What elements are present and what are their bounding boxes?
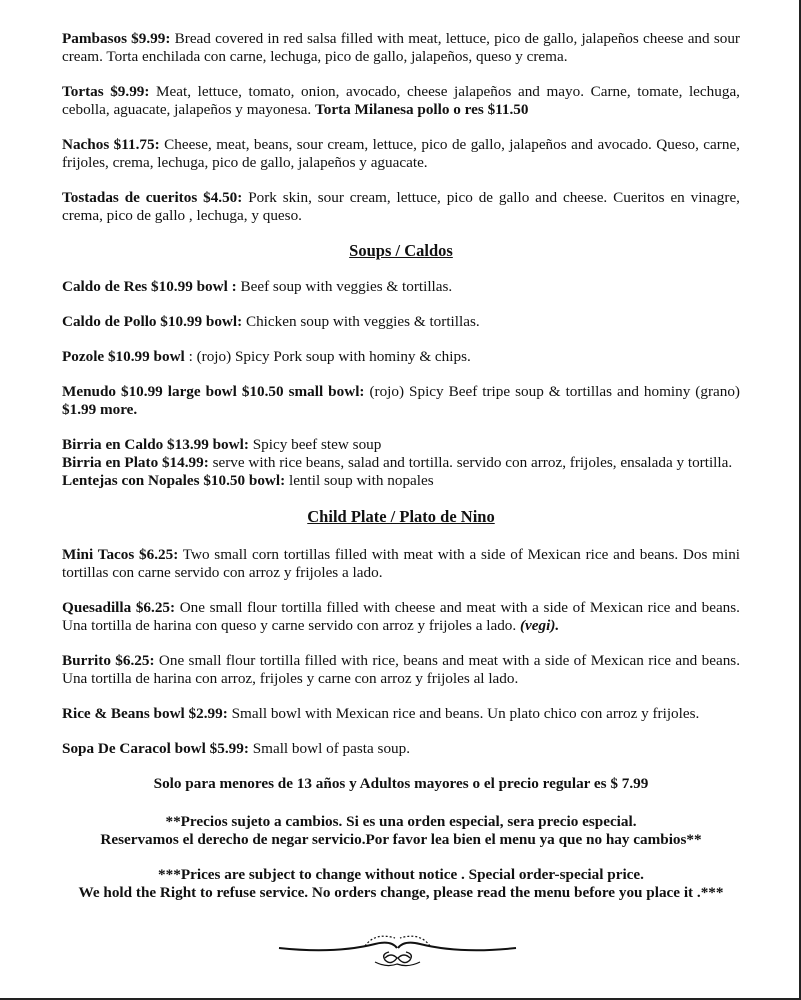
spanish-notice-line-1: **Precios sujeto a cambios. Si es una orden especial, sera precio especial. (165, 813, 637, 830)
item-description: Small bowl of pasta soup. (248, 740, 411, 757)
item-title: Rice & Beans bowl $2.99: (62, 705, 228, 722)
item-description: Bread covered in red salsa filled with meat, lettuce, pico de gallo, jalapeños cheese and sour cream. Torta enchilada con carne, lechuga, pico de gallo, jalapeños, queso y crema. (62, 30, 740, 65)
menu-item-caldo-pollo (62, 313, 740, 331)
item-description: Small bowl with Mexican rice and beans. Un plato chico con arroz y frijoles. (227, 705, 700, 722)
item-description: Pork skin, sour cream, lettuce, pico de gallo and cheese. Cueritos en vinagre, crema, pico de gallo , lechuga, y queso. (62, 189, 740, 224)
item-title: Nachos $11.75: (62, 136, 160, 153)
menu-item-lentejas (62, 472, 740, 490)
item-description: Meat, lettuce, tomato, onion, avocado, cheese jalapeños and mayo. Carne, tomate, lechuga, cebolla, aguacate, jalapeños y mayonesa. (62, 83, 740, 118)
item-title: Caldo de Res $10.99 bowl : (62, 278, 237, 295)
child-plate-heading: Child Plate / Plato de Nino (307, 507, 495, 526)
item-title: Pambasos $9.99: (62, 30, 171, 47)
flourish-ornament-icon (275, 928, 520, 976)
item-description: Two small corn tortillas filled with meat with a side of Mexican rice and beans. Dos mini tortillas con carne servido con arroz y frijoles a lado. (62, 546, 741, 581)
item-title: Pozole $10.99 bowl (62, 348, 185, 365)
item-title: Tortas $9.99: (62, 83, 150, 100)
item-title: Menudo $10.99 large bowl $10.50 small bowl: (62, 383, 365, 400)
menu-item-pozole (62, 348, 740, 366)
menu-item-quesadilla (62, 599, 740, 635)
item-extra: Torta Milanesa pollo o res $11.50 (315, 101, 529, 118)
item-description: Cheese, meat, beans, sour cream, lettuce, pico de gallo, jalapeños and avocado. Queso, carne, frijoles, crema, lechuga, pico de gallo, jalapeños y aguacate. (62, 136, 740, 171)
item-description: lentil soup with nopales (285, 472, 434, 489)
item-title: Lentejas con Nopales $10.50 bowl: (62, 472, 286, 489)
menu-item-rice-beans (62, 705, 740, 723)
menu-item-menudo (62, 383, 740, 419)
item-description: Beef soup with veggies & tortillas. (236, 278, 453, 295)
item-description: (rojo) Spicy Beef tripe soup & tortillas and hominy (grano) (364, 383, 740, 400)
menu-item-burrito (62, 652, 740, 688)
menu-item-mini-tacos (62, 546, 740, 582)
menu-item-nachos (62, 136, 740, 172)
item-title: Birria en Caldo $13.99 bowl: (62, 436, 249, 453)
item-title: Mini Tacos $6.25: (62, 546, 179, 563)
spanish-notice (62, 813, 740, 849)
item-description: One small flour tortilla filled with cheese and meat with a side of Mexican rice and beans. Una tortilla de harina con queso y carne servido con arroz y frijoles a lado. (62, 599, 740, 634)
item-description: Chicken soup with veggies & tortillas. (242, 313, 480, 330)
item-extra: (vegi). (519, 617, 560, 634)
item-title: Quesadilla $6.25: (62, 599, 176, 616)
menu-item-pambasos (62, 30, 740, 66)
item-title: Birria en Plato $14.99: (62, 454, 209, 471)
menu-item-birria-caldo (62, 436, 740, 454)
item-extra: $1.99 more. (62, 401, 138, 418)
menu-item-sopa-caracol (62, 740, 740, 758)
english-notice (62, 866, 740, 902)
item-title: Caldo de Pollo $10.99 bowl: (62, 313, 243, 330)
item-description: serve with rice beans, salad and tortilla. servido con arroz, frijoles, ensalada y tortilla. (208, 454, 733, 471)
spanish-notice-line-2: Reservamos el derecho de negar servicio.Por favor lea bien el menu ya que no hay cambios** (100, 831, 702, 848)
item-description: One small flour tortilla filled with rice, beans and meat with a side of Mexican rice and beans. Una tortilla de harina con arroz, frijoles y carne con arroz y frijoles al lado. (62, 652, 740, 687)
menu-page (62, 30, 740, 919)
item-description: Spicy beef stew soup (248, 436, 382, 453)
menu-item-tostadas (62, 189, 740, 225)
menu-item-tortas (62, 83, 740, 119)
soups-heading: Soups / Caldos (349, 241, 453, 260)
english-notice-line-2: We hold the Right to refuse service. No orders change, please read the menu before you place it .*** (78, 884, 724, 901)
child-age-note: Solo para menores de 13 años y Adultos mayores o el precio regular es $ 7.99 (153, 775, 649, 792)
menu-item-caldo-res (62, 278, 740, 296)
item-description: : (rojo) Spicy Pork soup with hominy & chips. (184, 348, 471, 365)
item-title: Sopa De Caracol bowl $5.99: (62, 740, 249, 757)
item-title: Burrito $6.25: (62, 652, 155, 669)
english-notice-line-1: ***Prices are subject to change without notice . Special order-special price. (158, 866, 644, 883)
menu-item-birria-plato (62, 454, 740, 472)
item-title: Tostadas de cueritos $4.50: (62, 189, 243, 206)
